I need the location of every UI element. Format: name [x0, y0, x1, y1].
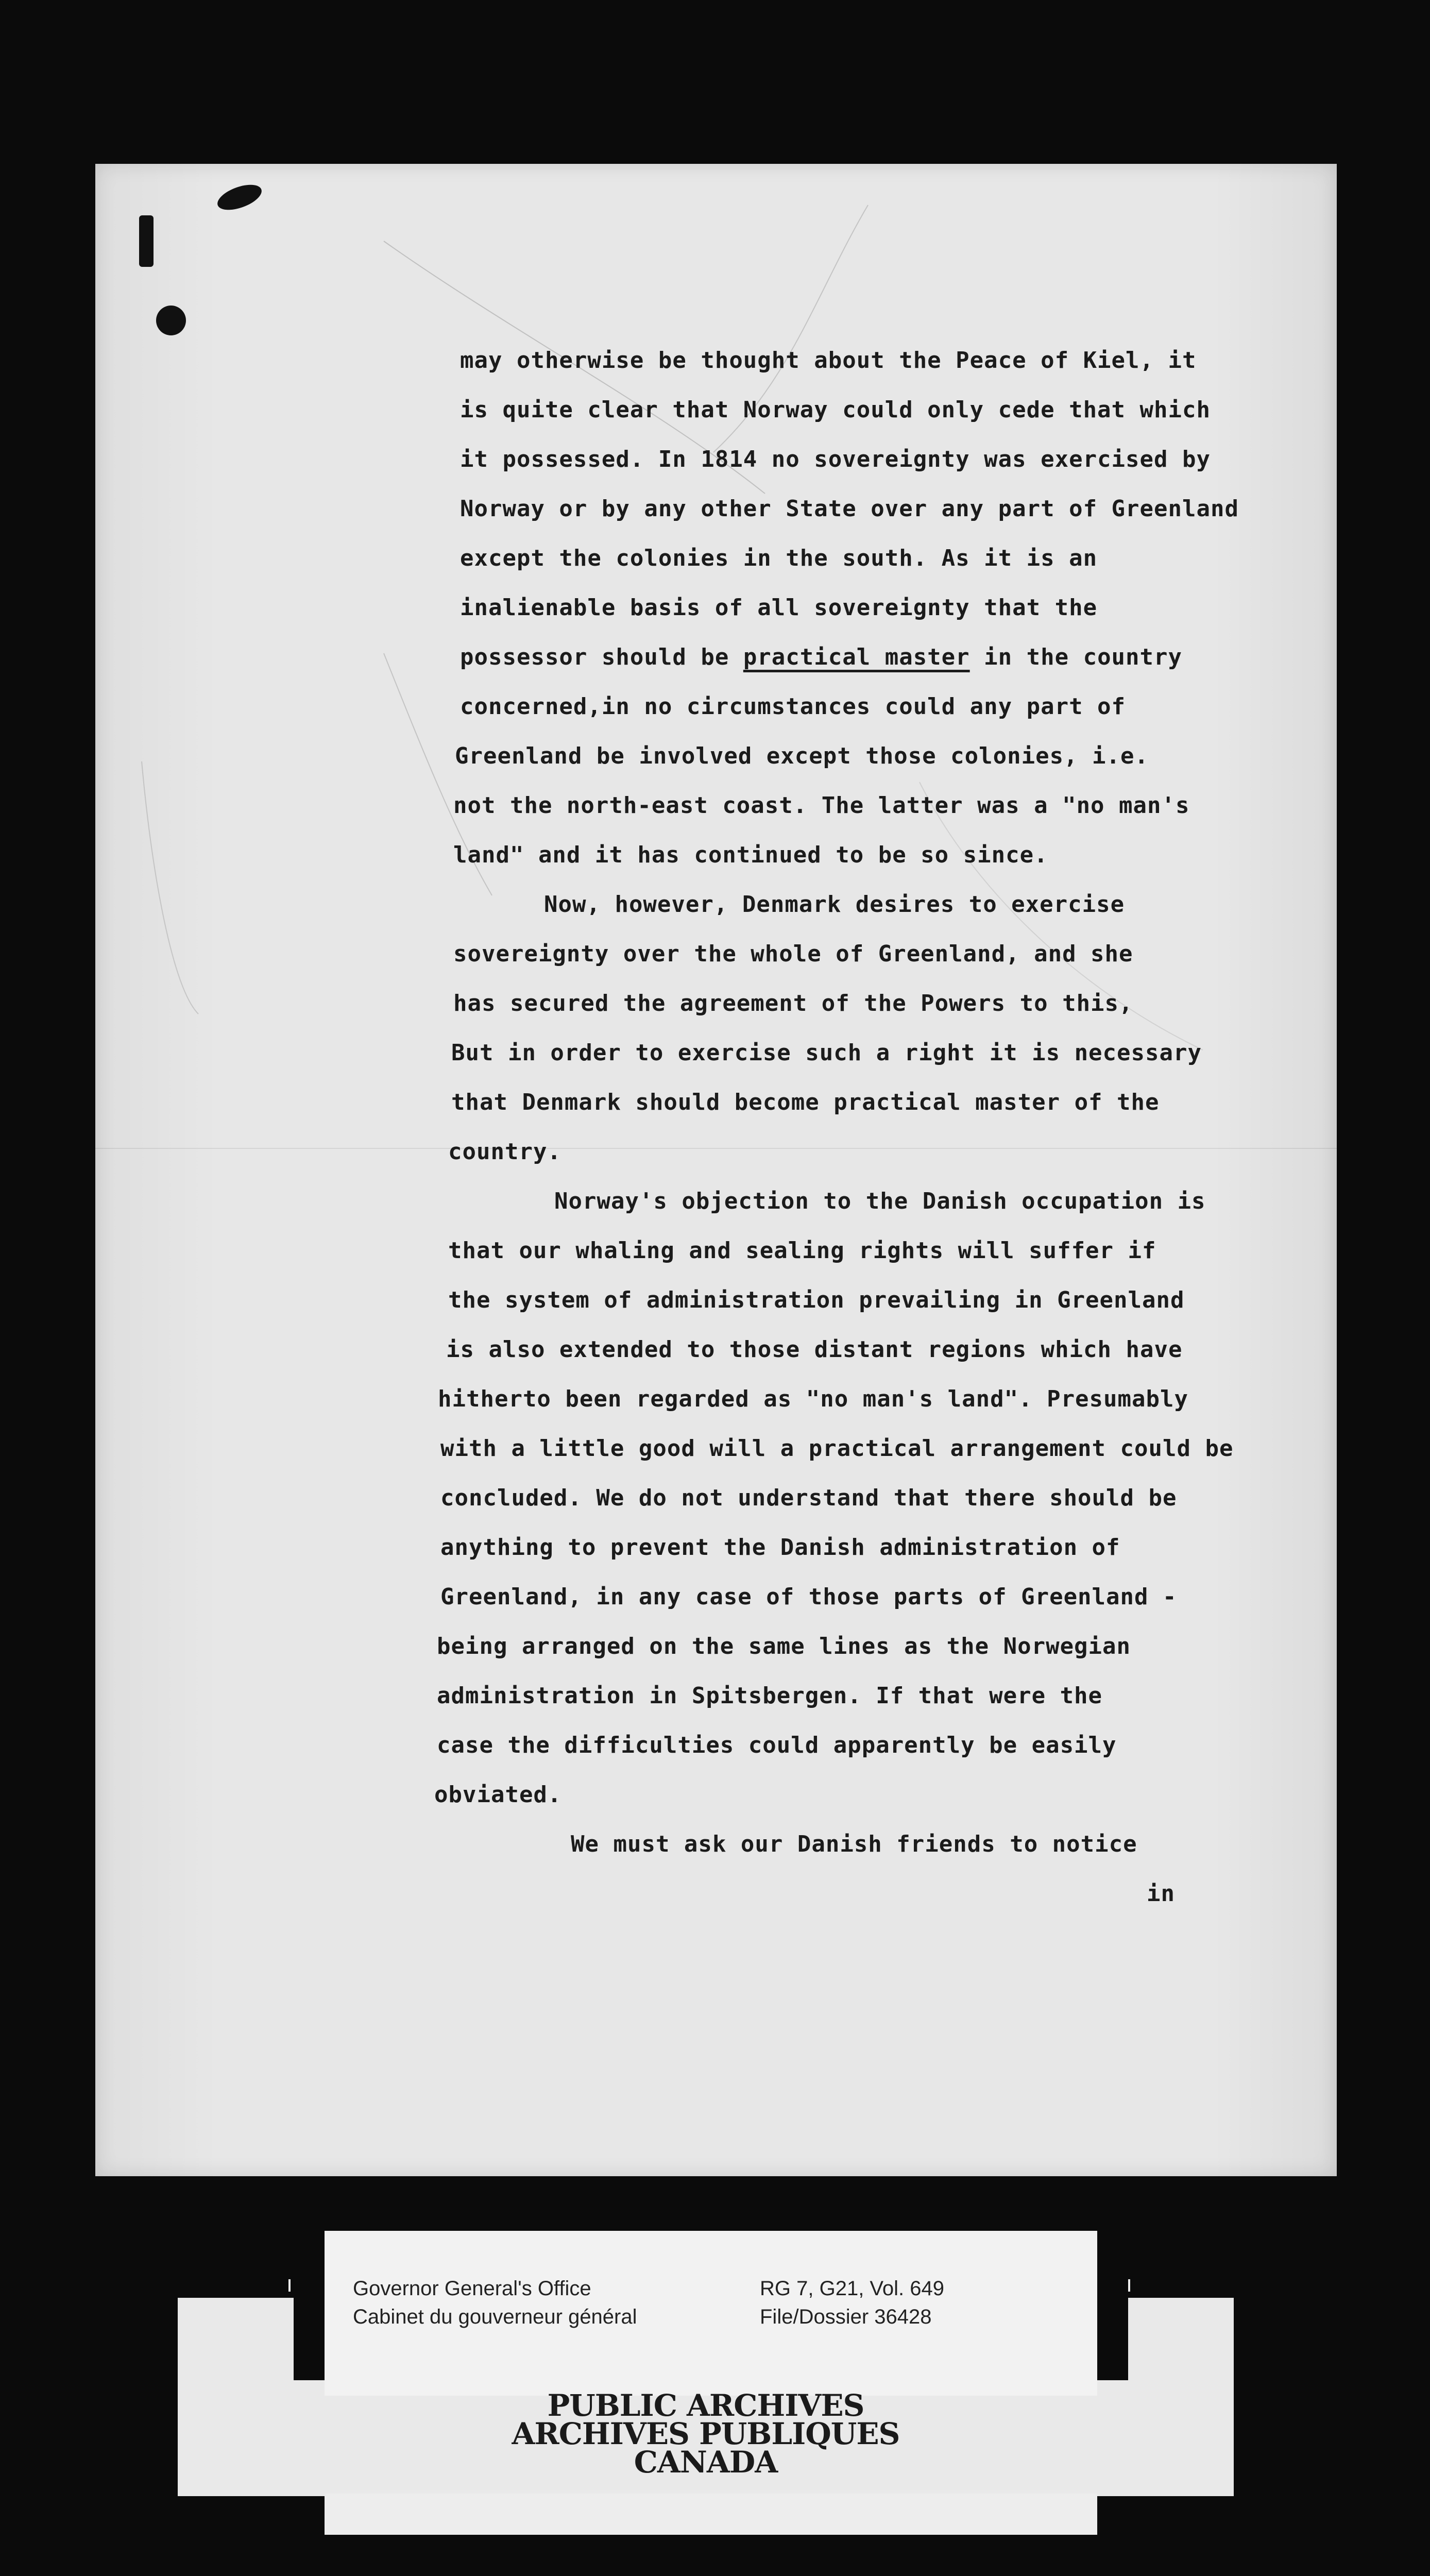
stamp-tick-left — [288, 2279, 291, 2292]
text-line: Norway or by any other State over any part of Greenland — [460, 496, 1239, 522]
punch-hole — [156, 306, 186, 335]
text-line: is also extended to those distant regions which have — [446, 1336, 1183, 1363]
text-line: the system of administration prevailing in Greenland — [448, 1287, 1185, 1313]
text-line: except the colonies in the south. As it is an — [460, 545, 1098, 571]
archive-label-card — [325, 2231, 1097, 2396]
text-line: sovereignty over the whole of Greenland, and she — [453, 941, 1133, 967]
office-french: Cabinet du gouverneur général — [353, 2306, 637, 2328]
text-line: concerned,in no circumstances could any part of — [460, 693, 1126, 720]
text-line: may otherwise be thought about the Peace of Kiel, it — [460, 347, 1197, 374]
stamp-line-1: PUBLIC ARCHIVES — [547, 2388, 864, 2423]
text-line: being arranged on the same lines as the Norwegian — [437, 1633, 1131, 1659]
text-line: has secured the agreement of the Powers to this, — [453, 990, 1133, 1016]
record-group-reference: RG 7, G21, Vol. 649 — [760, 2277, 944, 2300]
text-line: that our whaling and sealing rights will suffer if — [448, 1238, 1156, 1264]
text-line: it possessed. In 1814 no sovereignty was exercised by — [460, 446, 1211, 472]
archive-stamp-bottom — [325, 2494, 1097, 2535]
text-line: not the north-east coast. The latter was a "no man's — [453, 792, 1190, 819]
text-line: with a little good will a practical arrangement could be — [440, 1435, 1234, 1462]
text-line: Greenland be involved except those colonies, i.e. — [455, 743, 1149, 769]
text-segment: in the country — [969, 644, 1183, 670]
text-line: country. — [448, 1139, 561, 1165]
ink-blot-mark — [139, 215, 154, 267]
text-line: concluded. We do not understand that there should be — [440, 1485, 1177, 1511]
text-line: inalienable basis of all sovereignty that the — [460, 595, 1098, 621]
text-line: land" and it has continued to be so since. — [453, 842, 1048, 868]
underlined-phrase: practical master — [743, 644, 970, 670]
text-line: is quite clear that Norway could only cede that which — [460, 397, 1211, 423]
text-line: administration in Spitsbergen. If that were the — [437, 1683, 1103, 1709]
stamp-tick-right — [1128, 2279, 1130, 2292]
text-line: anything to prevent the Danish administration of — [440, 1534, 1120, 1561]
file-number: File/Dossier 36428 — [760, 2306, 932, 2328]
text-line: Now, however, Denmark desires to exercise — [544, 891, 1125, 918]
text-line: that Denmark should become practical master of the — [451, 1089, 1160, 1115]
text-line-with-underline — [460, 644, 1182, 670]
stamp-line-2: ARCHIVES PUBLIQUES — [512, 2416, 900, 2451]
text-line: Norway's objection to the Danish occupation is — [554, 1188, 1206, 1214]
text-segment: possessor should be — [460, 644, 743, 670]
stamp-notch-left — [294, 2298, 325, 2380]
text-line: hitherto been regarded as "no man's land". Presumably — [438, 1386, 1188, 1412]
text-line: in — [1147, 1880, 1175, 1907]
text-line: But in order to exercise such a right it is necessary — [451, 1040, 1202, 1066]
text-line: case the difficulties could apparently be easily — [437, 1732, 1117, 1758]
text-line: We must ask our Danish friends to notice — [571, 1831, 1137, 1857]
text-line: Greenland, in any case of those parts of Greenland - — [440, 1584, 1177, 1610]
text-line: obviated. — [434, 1782, 562, 1808]
stamp-line-3: CANADA — [634, 2445, 778, 2480]
office-english: Governor General's Office — [353, 2277, 591, 2300]
stamp-notch-right — [1097, 2298, 1128, 2380]
